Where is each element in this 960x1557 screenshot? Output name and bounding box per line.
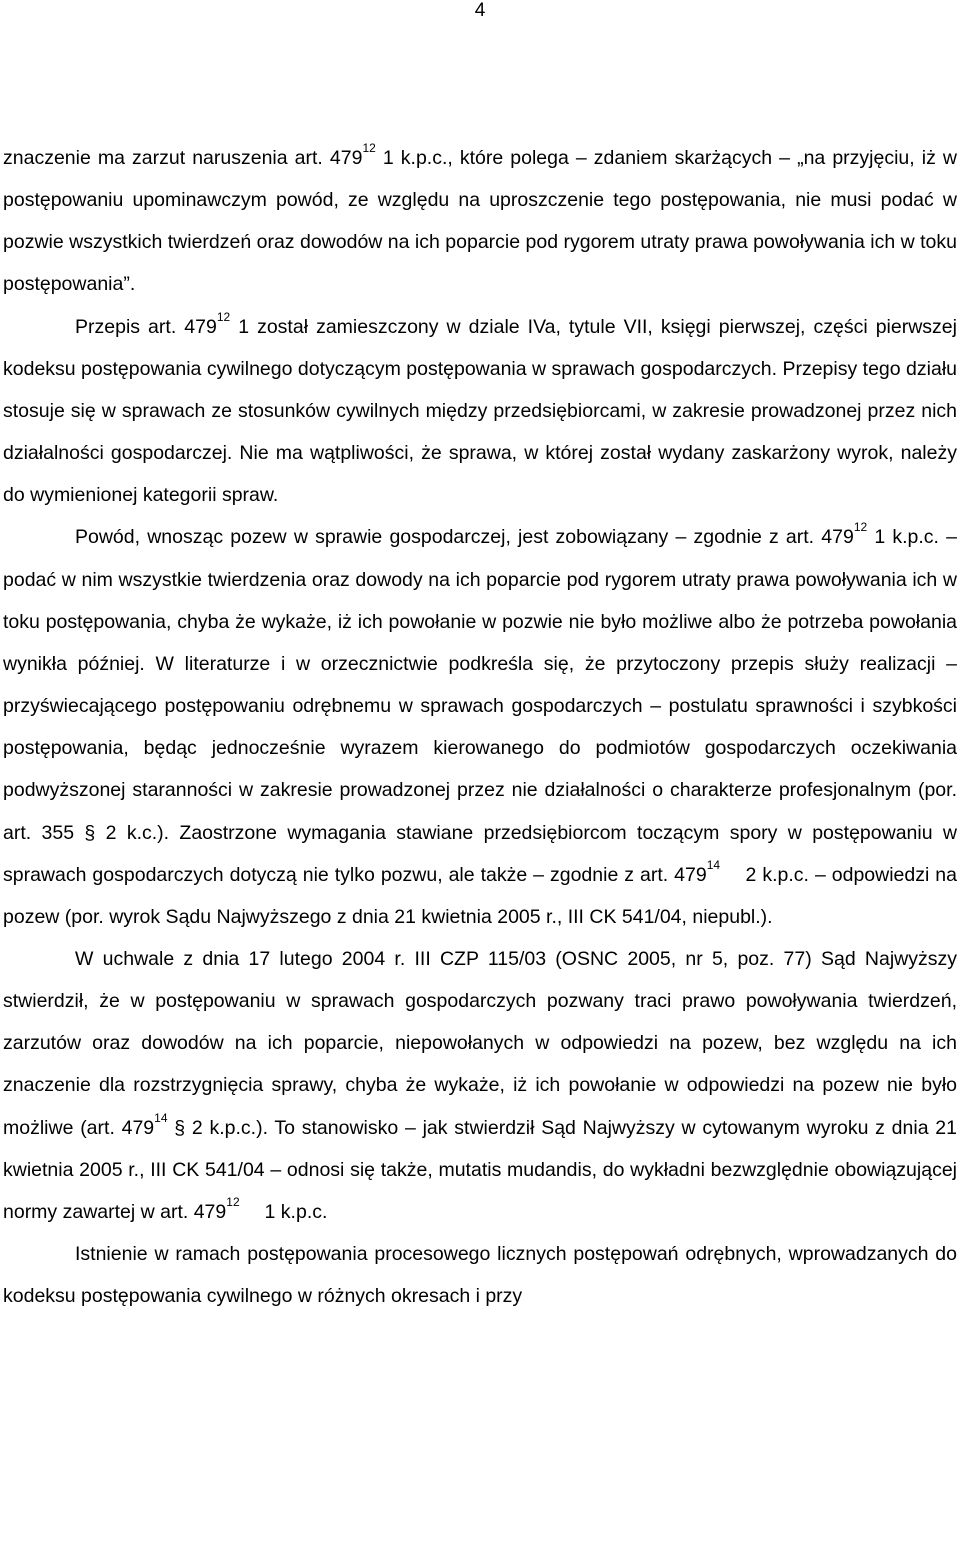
article-superscript: 14 bbox=[706, 857, 721, 872]
paragraph bbox=[3, 137, 957, 306]
article-superscript: 12 bbox=[362, 141, 376, 155]
paragraph bbox=[3, 938, 957, 1233]
paragraph bbox=[3, 306, 957, 517]
document-body bbox=[3, 137, 957, 1317]
paragraph-text: W uchwale z dnia 17 lutego 2004 r. III CZP 115/03 (OSNC 2005, nr 5, poz. 77) Sąd Najwyższy stwierdził, że w postępowaniu w sprawach gospodarczych pozwany traci prawo powoływania twierdzeń, zarzutów oraz dowodów na ich poparcie, niepowołanych w odpowiedzi na pozew, bez względu na ich znaczenie dla rozstrzygnięcia sprawy, chyba że wykaże, iż ich powołanie w odpowiedzi na pozew nie było możliwe (art. $479^{14}$ § 2 k.p.c.). To stanowisko – jak stwierdził Sąd Najwyższy w cytowanym wyroku z dnia 21 kwietnia 2005 r., III CK 541/04 – odnosi się także, mutatis mudandis, do wykładni bezwzględnie obowiązującej normy zawartej w art. $479^{12}$ 1 k.p.c. bbox=[3, 947, 958, 1223]
paragraph bbox=[3, 1233, 957, 1317]
paragraph-text: Istnienie w ramach postępowania procesowego licznych postępowań odrębnych, wprowadzanych do kodeksu postępowania cywilnego w różnych okresach i przy bbox=[3, 1243, 957, 1308]
paragraph-text: Powód, wnosząc pozew w sprawie gospodarczej, jest zobowiązany – zgodnie z art. $479^{12}$ 1 k.p.c. – podać w nim wszystkie twierdzenia oraz dowody na ich poparcie pod rygorem utraty prawa powoływania ich w toku postępowania, chyba że wykaże, iż ich powołanie w pozwie nie było możliwe albo że potrzeba powołania wynikła później. W literaturze i w orzecznictwie podkreśla się, że przytoczony przepis służy realizacji – przyświecającego postępowaniu odrębnemu w sprawach gospodarczych – postulatu sprawności i szybkości postępowania, będąc jednocześnie wyrazem kierowanego do podmiotów gospodarczych oczekiwania podwyższonej staranności w zakresie prowadzonej przez nie działalności o charakterze profesjonalnym (por. art. 355 § 2 k.c.). Zaostrzone wymagania stawiane przedsiębiorcom toczącym spory w postępowaniu w sprawach gospodarczych dotyczą nie tylko pozwu, ale także – zgodnie z art. $479^{14}$ 2 k.p.c. – odpowiedzi na pozew (por. wyrok Sądu Najwyższego z dnia 21 kwietnia 2005 r., III CK 541/04, niepubl.). bbox=[3, 520, 957, 928]
paragraph-text: znaczenie ma zarzut naruszenia art. $479^{12}$ 1 k.p.c., które polega – zdaniem skarżących – „na przyjęciu, iż w postępowaniu upominawczym powód, ze względu na uproszczenie tego postępowania, nie musi podać w pozwie wszystkich twierdzeń oraz dowodów na ich poparcie pod rygorem utraty prawa powoływania ich w toku postępowania”. bbox=[3, 141, 957, 296]
page-number: 4 bbox=[474, 0, 486, 21]
article-superscript: 14 bbox=[154, 1110, 168, 1125]
article-superscript: 12 bbox=[853, 520, 868, 535]
paragraph-text: Przepis art. $479^{12}$ 1 został zamieszczony w dziale IVa, tytule VII, księgi pierwszej, części pierwszej kodeksu postępowania cywilnego dotyczącym postępowania w sprawach gospodarczych. Przepisy tego działu stosuje się w sprawach ze stosunków cywilnych między przedsiębiorcami, w zakresie prowadzonej przez nich działalności gospodarczej. Nie ma wątpliwości, że sprawa, w której został wydany zaskarżony wyrok, należy do wymienionej kategorii spraw. bbox=[3, 309, 957, 507]
article-superscript: 12 bbox=[226, 1194, 240, 1209]
article-superscript: 12 bbox=[216, 309, 231, 324]
paragraph bbox=[3, 516, 957, 938]
